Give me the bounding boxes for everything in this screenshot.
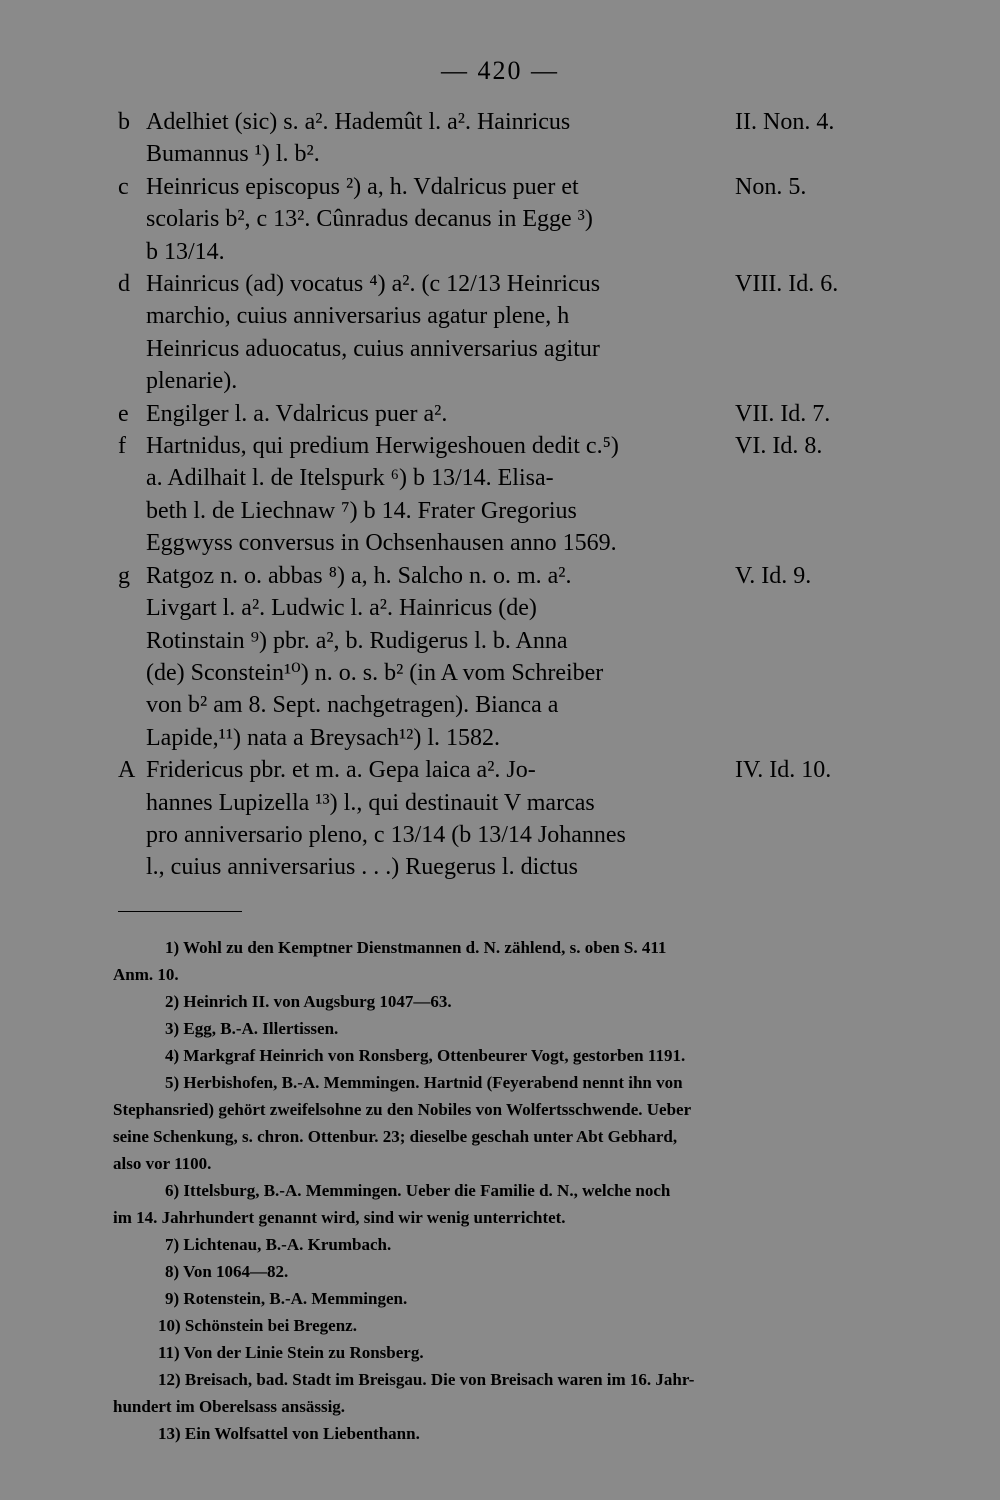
entry <box>118 430 888 560</box>
entry-letter: c <box>118 173 129 200</box>
entry-line <box>118 300 888 332</box>
entry-text: beth l. de Liechnaw ⁷) b 14. Frater Gregorius <box>146 497 577 524</box>
entry-text: Eggwyss conversus in Ochsenhausen anno 1569. <box>146 530 617 557</box>
entry-letter: e <box>118 400 129 427</box>
entry-text: Lapide,¹¹) nata a Breysach¹²) l. 1582. <box>146 724 500 751</box>
entry-line <box>118 819 888 851</box>
entry-text: Hainricus (ad) vocatus ⁴) a². (c 12/13 Heinricus <box>146 271 601 298</box>
entry-text: Livgart l. a². Ludwic l. a². Hainricus (de) <box>146 595 537 622</box>
calendar-entries <box>118 106 888 884</box>
entry-date: IV. Id. 10. <box>735 757 832 784</box>
entry-line <box>118 462 888 494</box>
entry-text: marchio, cuius anniversarius agatur plene, h <box>146 303 570 330</box>
footnote-line: Anm. 10. <box>113 965 179 984</box>
footnote-line: also vor 1100. <box>113 1154 212 1173</box>
entry-text: pro anniversario pleno, c 13/14 (b 13/14 Johannes <box>146 821 626 848</box>
entry-date: VII. Id. 7. <box>735 400 831 427</box>
footnote-line: im 14. Jahrhundert genannt wird, sind wir wenig unterrichtet. <box>113 1208 566 1227</box>
entry-date: V. Id. 9. <box>735 562 812 589</box>
entry-text: Heinricus aduocatus, cuius anniversarius agitur <box>146 335 600 362</box>
entry-text: plenarie). <box>146 368 238 395</box>
footnote-line: 5) Herbishofen, B.-A. Memmingen. Hartnid (Feyerabend nennt ihn von <box>165 1073 683 1092</box>
entry-line <box>118 625 888 657</box>
entry-line <box>118 236 888 268</box>
entry-text: hannes Lupizella ¹³) l., qui destinauit V marcas <box>146 789 595 816</box>
entry-text: Ratgoz n. o. abbas ⁸) a, h. Salcho n. o. m. a². <box>146 562 572 589</box>
entry <box>118 754 888 884</box>
footnote-line: 4) Markgraf Heinrich von Ronsberg, Ottenbeurer Vogt, gestorben 1191. <box>165 1046 686 1065</box>
footnote-line: 6) Ittelsburg, B.-A. Memmingen. Ueber die Familie d. N., welche noch <box>165 1181 671 1200</box>
footnote-line: 2) Heinrich II. von Augsburg 1047—63. <box>165 992 452 1011</box>
footnote-line: 1) Wohl zu den Kemptner Dienstmannen d. N. zählend, s. oben S. 411 <box>165 938 667 957</box>
entry <box>118 268 888 398</box>
entry <box>118 106 888 171</box>
entry-text: Adelhiet (sic) s. a². Hademût l. a². Hainricus <box>146 109 571 135</box>
footnote-line: 13) Ein Wolfsattel von Liebenthann. <box>158 1424 420 1443</box>
footnote-line: hundert im Oberelsass ansässig. <box>113 1397 346 1416</box>
entry-line <box>118 689 888 721</box>
entry-letter: f <box>118 433 126 460</box>
entry <box>118 398 888 430</box>
entry-date: VI. Id. 8. <box>735 433 823 460</box>
entry-text: (de) Sconstein¹⁰) n. o. s. b² (in A vom Schreiber <box>146 659 604 686</box>
footnote-line: 12) Breisach, bad. Stadt im Breisgau. Die von Breisach waren im 16. Jahr- <box>158 1370 695 1389</box>
footnote-line: Stephansried) gehört zweifelsohne zu den Nobiles von Wolfertsschwende. Ueber <box>113 1100 692 1119</box>
footnote-line: 11) Von der Linie Stein zu Ronsberg. <box>158 1343 424 1362</box>
footnote-line: seine Schenkung, s. chron. Ottenbur. 23; dieselbe geschah unter Abt Gebhard, <box>113 1127 678 1146</box>
footnote-line: 8) Von 1064—82. <box>165 1262 289 1281</box>
entry <box>118 171 888 268</box>
entry-line <box>118 527 888 559</box>
entry-date: Non. 5. <box>735 173 807 200</box>
footnote-line: 7) Lichtenau, B.-A. Krumbach. <box>165 1235 392 1254</box>
entry-line <box>118 203 888 235</box>
entry-line <box>118 138 888 170</box>
footnote-line: 3) Egg, B.-A. Illertissen. <box>165 1019 339 1038</box>
entry-letter: A <box>118 757 136 784</box>
entry-text: b 13/14. <box>146 238 225 265</box>
entry-text: von b² am 8. Sept. nachgetragen). Bianca a <box>146 692 559 719</box>
entry-line <box>118 592 888 624</box>
entry-text: scolaris b², c 13². Cûnradus decanus in Egge ³) <box>146 206 593 233</box>
entry-date: II. Non. 4. <box>735 109 835 135</box>
entry-text: a. Adilhait l. de Itelspurk ⁶) b 13/14. Elisa- <box>146 465 554 492</box>
entry-date: VIII. Id. 6. <box>735 271 839 298</box>
page-number: — 420 — <box>441 56 559 85</box>
entry-letter: g <box>118 562 130 589</box>
entry-line <box>118 851 888 883</box>
entry-text: l., cuius anniversarius . . .) Ruegerus l. dictus <box>146 854 578 881</box>
entry-line <box>118 657 888 689</box>
entry-letter: d <box>118 271 130 298</box>
footnote-line: 9) Rotenstein, B.-A. Memmingen. <box>165 1289 408 1308</box>
entry-line <box>118 722 888 754</box>
entry-line <box>118 787 888 819</box>
entry-text: Hartnidus, qui predium Herwigeshouen dedit c.⁵) <box>146 433 619 460</box>
entry-text: Heinricus episcopus ²) a, h. Vdalricus puer et <box>146 173 579 200</box>
entry-text: Bumannus ¹) l. b². <box>146 141 320 168</box>
entry-letter: b <box>118 109 130 135</box>
footnote-separator <box>118 911 242 912</box>
entry-line <box>118 365 888 397</box>
entry-line <box>118 333 888 365</box>
entry-text: Engilger l. a. Vdalricus puer a². <box>146 400 448 427</box>
footnotes <box>113 934 888 1447</box>
footnote-line: 10) Schönstein bei Bregenz. <box>158 1316 357 1335</box>
entry-text: Rotinstain ⁹) pbr. a², b. Rudigerus l. b. Anna <box>146 627 568 654</box>
entry-text: Fridericus pbr. et m. a. Gepa laica a². Jo- <box>146 757 536 784</box>
entry <box>118 560 888 754</box>
entry-line <box>118 495 888 527</box>
